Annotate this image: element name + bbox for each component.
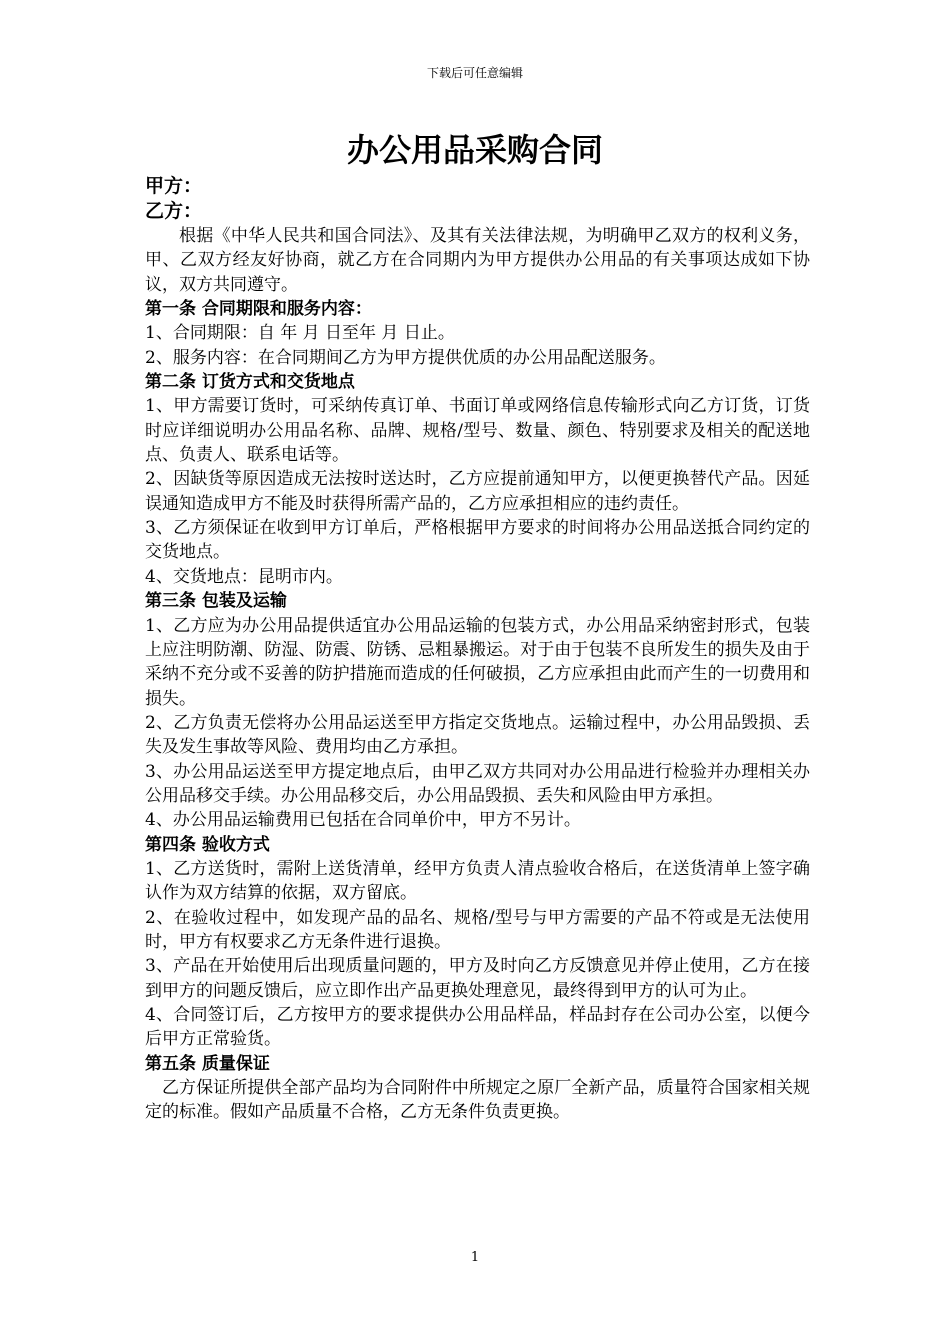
document-body bbox=[145, 174, 810, 1125]
section-3-paragraph-4: 4、办公用品运输费用已包括在合同单价中，甲方不另计。 bbox=[145, 810, 581, 831]
section-1-paragraph-2: 2、服务内容：在合同期间乙方为甲方提供优质的办公用品配送服务。 bbox=[145, 347, 666, 368]
section-1-paragraph-1: 1、合同期限：自 年 月 日至年 月 日止。 bbox=[145, 323, 455, 344]
party-b-label: 乙方： bbox=[145, 200, 203, 222]
document-title: 办公用品采购合同 bbox=[346, 131, 603, 169]
section-5-heading: 第五条 质量保证 bbox=[145, 1053, 270, 1074]
section-4-paragraph-2: 2、在验收过程中，如发现产品的品名、规格/型号与甲方需要的产品不符或是无法使用时，甲方有权要求乙方无条件进行退换。 bbox=[145, 907, 810, 952]
section-3-heading: 第三条 包装及运输 bbox=[145, 591, 287, 612]
section-2-paragraph-2: 2、因缺货等原因造成无法按时送达时，乙方应提前通知甲方，以便更换替代产品。因延误通知造成甲方不能及时获得所需产品的，乙方应承担相应的违约责任。 bbox=[145, 469, 810, 514]
section-4-heading: 第四条 验收方式 bbox=[145, 834, 270, 855]
party-a-label: 甲方： bbox=[145, 175, 203, 197]
section-1-heading: 第一条 合同期限和服务内容： bbox=[145, 299, 372, 320]
section-3-paragraph-1: 1、乙方应为办公用品提供适宜办公用品运输的包装方式，办公用品采纳密封形式，包装上应注明防潮、防湿、防震、防锈、忌粗暴搬运。对于由于包装不良所发生的损失及由于采纳不充分或不妥善的防护措施而造成的任何破损，乙方应承担由此而产生的一切费用和损失。 bbox=[145, 615, 810, 709]
section-5-paragraph-1: 乙方保证所提供全部产品均为合同附件中所规定之原厂全新产品，质量符合国家相关规定的标准。假如产品质量不合格，乙方无条件负责更换。 bbox=[145, 1078, 810, 1123]
section-4-paragraph-3: 3、产品在开始使用后出现质量问题的，甲方及时向乙方反馈意见并停止使用，乙方在接到甲方的问题反馈后，应立即作出产品更换处理意见，最终得到甲方的认可为止。 bbox=[145, 956, 810, 1001]
section-2-paragraph-3: 3、乙方须保证在收到甲方订单后，严格根据甲方要求的时间将办公用品送抵合同约定的交货地点。 bbox=[145, 518, 810, 563]
section-4-paragraph-4: 4、合同签订后，乙方按甲方的要求提供办公用品样品，样品封存在公司办公室，以便今后甲方正常验货。 bbox=[145, 1005, 810, 1050]
page-number: 1 bbox=[470, 1250, 480, 1265]
section-2-paragraph-1: 1、甲方需要订货时，可采纳传真订单、书面订单或网络信息传输形式向乙方订货，订货时应详细说明办公用品名称、品牌、规格/型号、数量、颜色、特别要求及相关的配送地点、负责人、联系电话等。 bbox=[145, 396, 810, 466]
preamble-paragraph: 根据《中华人民共和国合同法》、及其有关法律法规，为明确甲乙双方的权利义务，甲、乙双方经友好协商，就乙方在合同期内为甲方提供办公用品的有关事项达成如下协议，双方共同遵守。 bbox=[145, 226, 810, 295]
header-note: 下载后可任意编辑 bbox=[426, 66, 523, 80]
section-2-paragraph-4: 4、交货地点：昆明市内。 bbox=[145, 566, 343, 587]
section-3-paragraph-3: 3、办公用品运送至甲方提定地点后，由甲乙双方共同对办公用品进行检验并办理相关办公用品移交手续。办公用品移交后，办公用品毁损、丢失和风险由甲方承担。 bbox=[145, 761, 810, 806]
section-3-paragraph-2: 2、乙方负责无偿将办公用品运送至甲方指定交货地点。运输过程中，办公用品毁损、丢失及发生事故等风险、费用均由乙方承担。 bbox=[145, 712, 810, 758]
section-2-heading: 第二条 订货方式和交货地点 bbox=[145, 372, 355, 393]
section-4-paragraph-1: 1、乙方送货时，需附上送货清单，经甲方负责人清点验收合格后，在送货清单上签字确认作为双方结算的依据，双方留底。 bbox=[145, 858, 810, 904]
